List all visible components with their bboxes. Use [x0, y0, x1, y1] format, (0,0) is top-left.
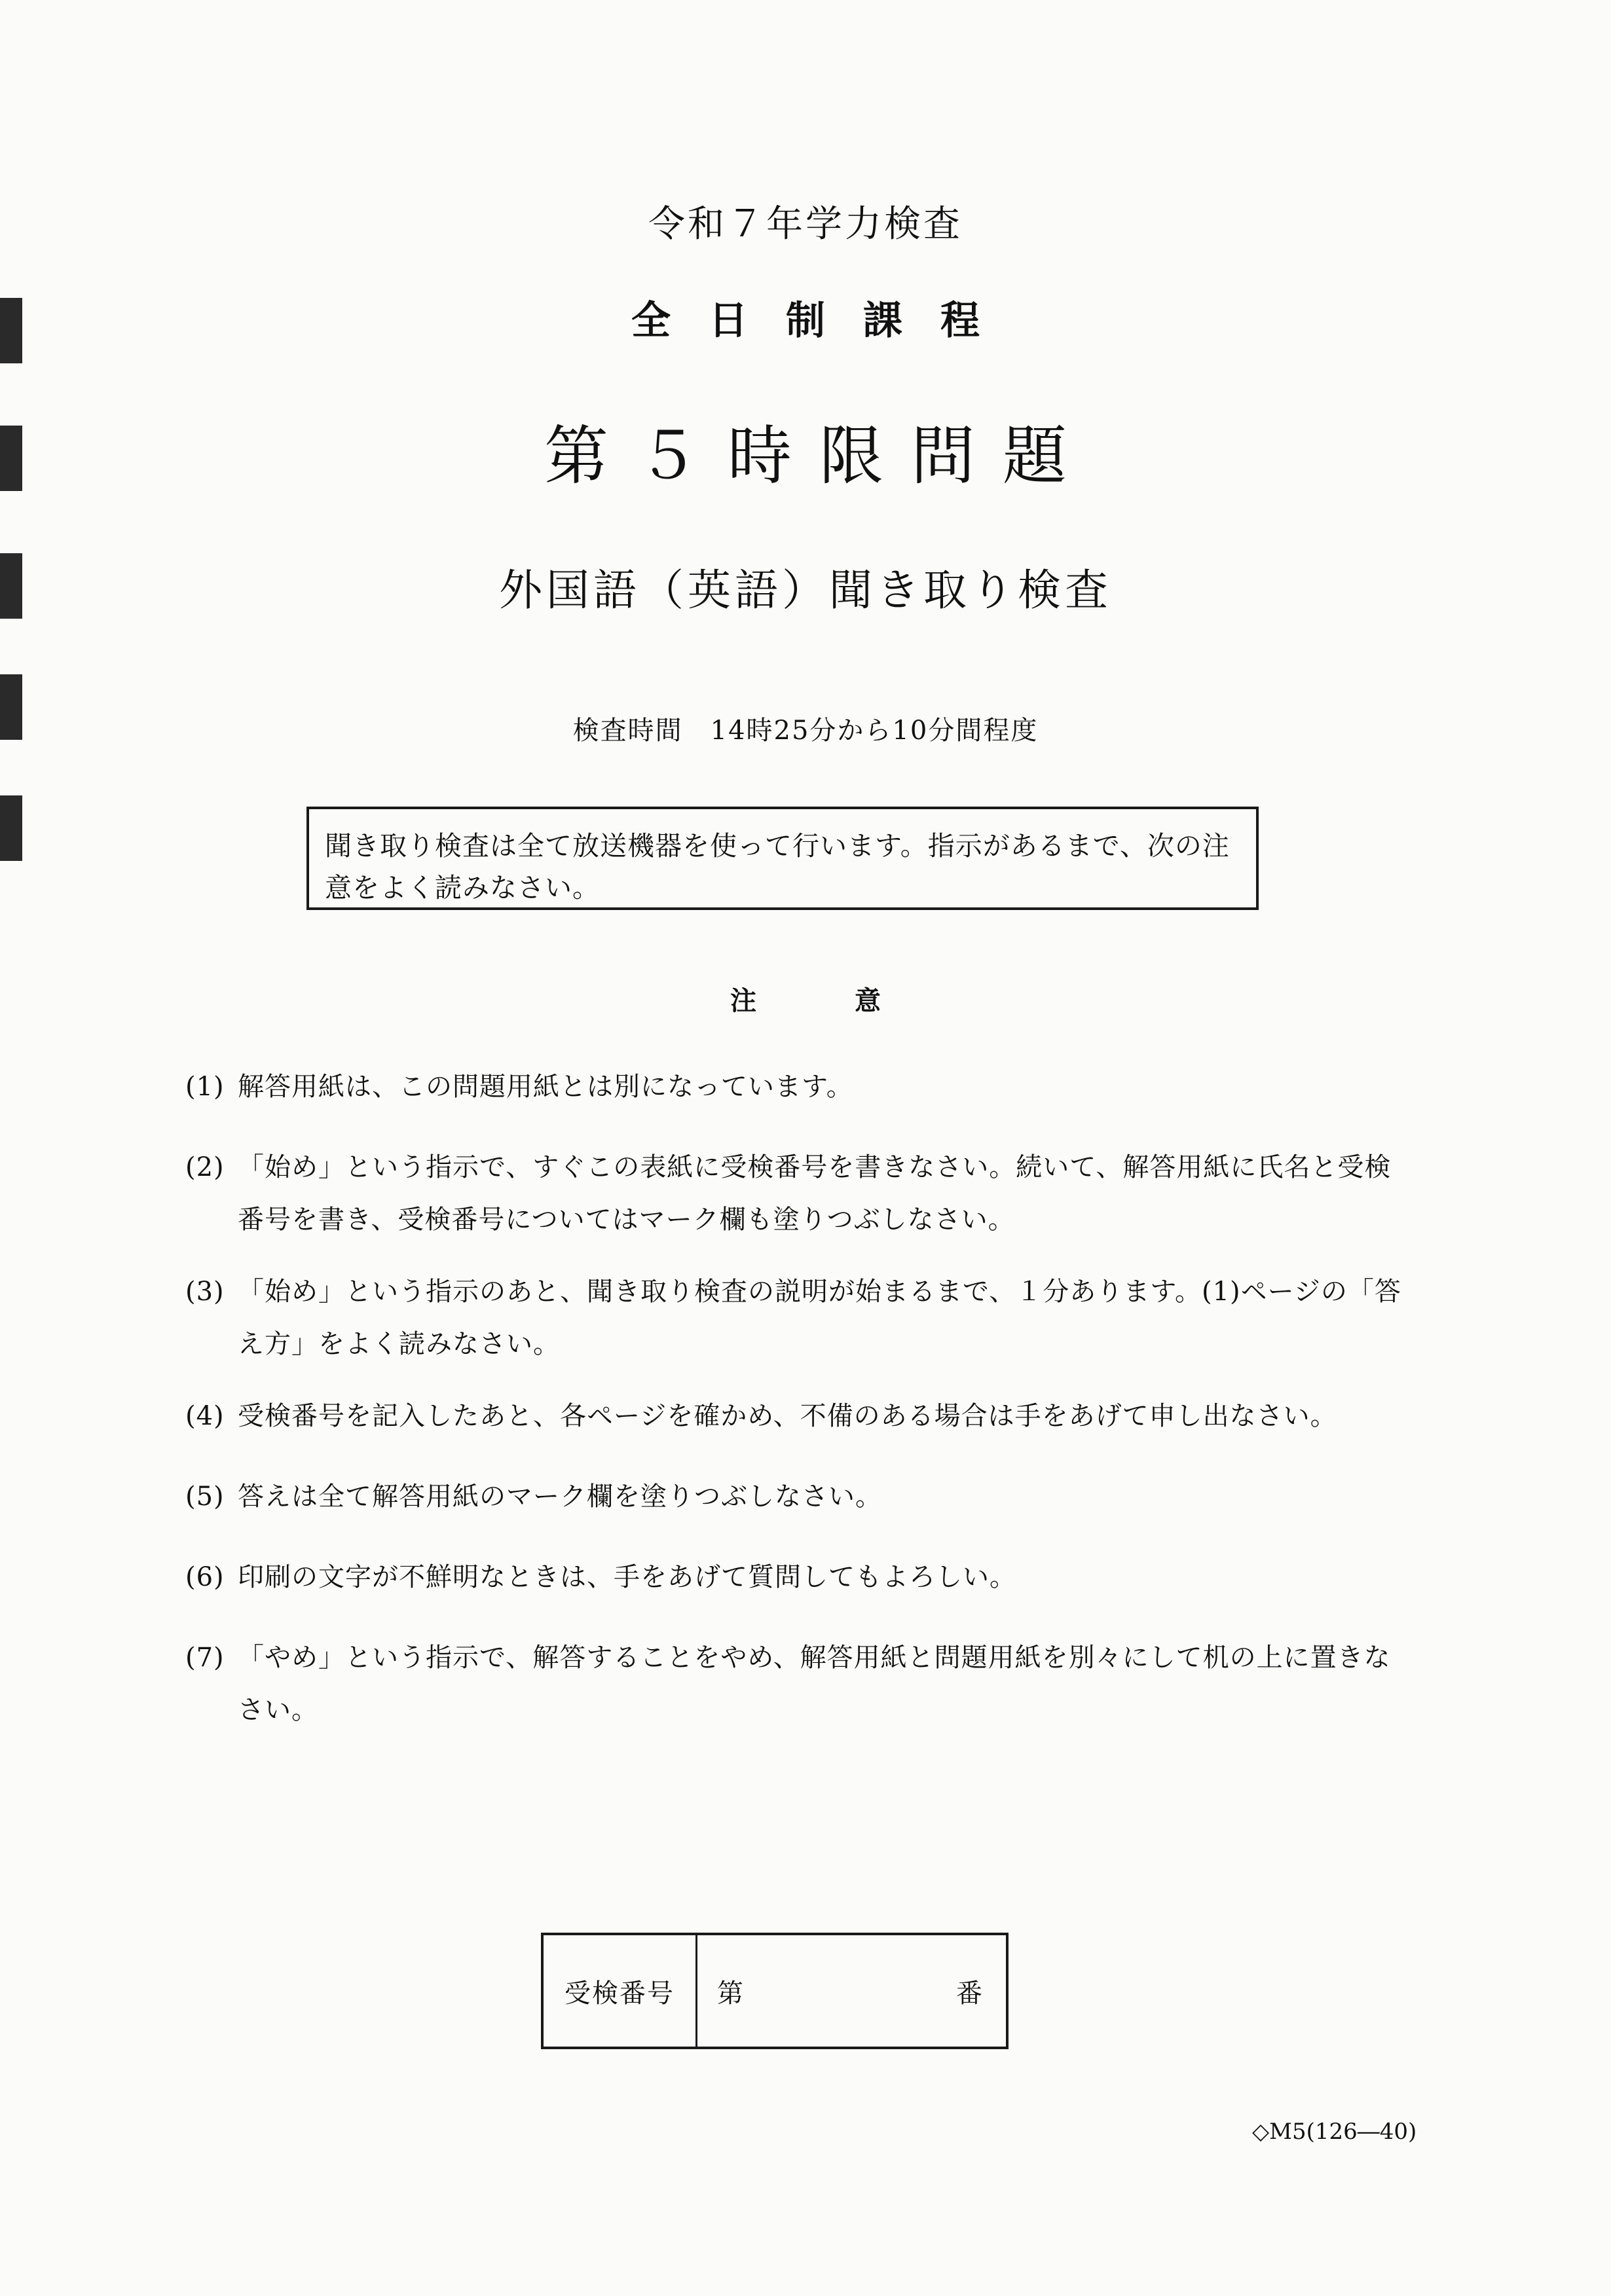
notice-item [185, 1631, 1417, 1736]
exam-name: 令和７年学力検査 [648, 203, 963, 246]
notice-item-text: 解答用紙は、この問題用紙とは別になっています。 [238, 1072, 853, 1102]
subject-title: 外国語（英語）聞き取り検査 [499, 565, 1112, 615]
instruction-text: 聞き取り検査は全て放送機器を使って行います。指示があるまで、次の注意をよく読みなさい。 [325, 830, 1230, 903]
notice-item-text: 印刷の文字が不鮮明なときは、手をあげて質問してもよろしい。 [238, 1562, 1016, 1592]
notice-item [185, 1061, 1417, 1113]
notice-heading: 注意 [730, 986, 979, 1016]
notice-item-number: (4) [185, 1401, 225, 1431]
instruction-box [306, 807, 1259, 910]
exam-number-box [541, 1933, 1009, 2049]
exam-number-label: 受検番号 [544, 1935, 697, 2047]
page-title: 第５時限問題 [544, 419, 1094, 494]
notice-item [185, 1141, 1417, 1246]
exam-number-suffix: 番 [956, 1978, 982, 2009]
notice-item-number: (5) [185, 1482, 225, 1512]
notice-item [185, 1390, 1417, 1442]
notice-item-text: 「始め」という指示のあと、聞き取り検査の説明が始まるまで、１分あります。(1)ページの「答え方」をよく読みなさい。 [238, 1277, 1401, 1359]
notice-item [185, 1551, 1417, 1603]
margin-mark-5 [0, 795, 22, 861]
notice-item-text: 「始め」という指示で、すぐこの表紙に受検番号を書きなさい。続いて、解答用紙に氏名と受検番号を書き、受検番号についてはマーク欄も塗りつぶしなさい。 [238, 1152, 1392, 1235]
notice-item [185, 1470, 1417, 1523]
footer-code: ◇M5(126―40) [1252, 2119, 1417, 2145]
course-name: 全日制課程 [631, 298, 1018, 344]
exam-number-prefix: 第 [717, 1978, 743, 2009]
notice-item-number: (1) [185, 1072, 225, 1102]
notice-item-number: (2) [185, 1152, 225, 1182]
notice-item-number: (3) [185, 1277, 225, 1307]
notice-item [185, 1266, 1417, 1370]
notice-item-text: 「やめ」という指示で、解答することをやめ、解答用紙と問題用紙を別々にして机の上に置きなさい。 [238, 1643, 1391, 1725]
notice-item-number: (6) [185, 1562, 225, 1592]
notice-item-text: 答えは全て解答用紙のマーク欄を塗りつぶしなさい。 [238, 1482, 882, 1512]
exam-time: 検査時間 14時25分から10分間程度 [572, 716, 1039, 746]
notice-item-text: 受検番号を記入したあと、各ページを確かめ、不備のある場合は手をあげて申し出なさい。 [238, 1401, 1337, 1431]
notice-item-number: (7) [185, 1643, 225, 1673]
exam-number-field[interactable] [697, 1935, 1006, 2047]
notice-list [185, 1061, 1417, 1756]
